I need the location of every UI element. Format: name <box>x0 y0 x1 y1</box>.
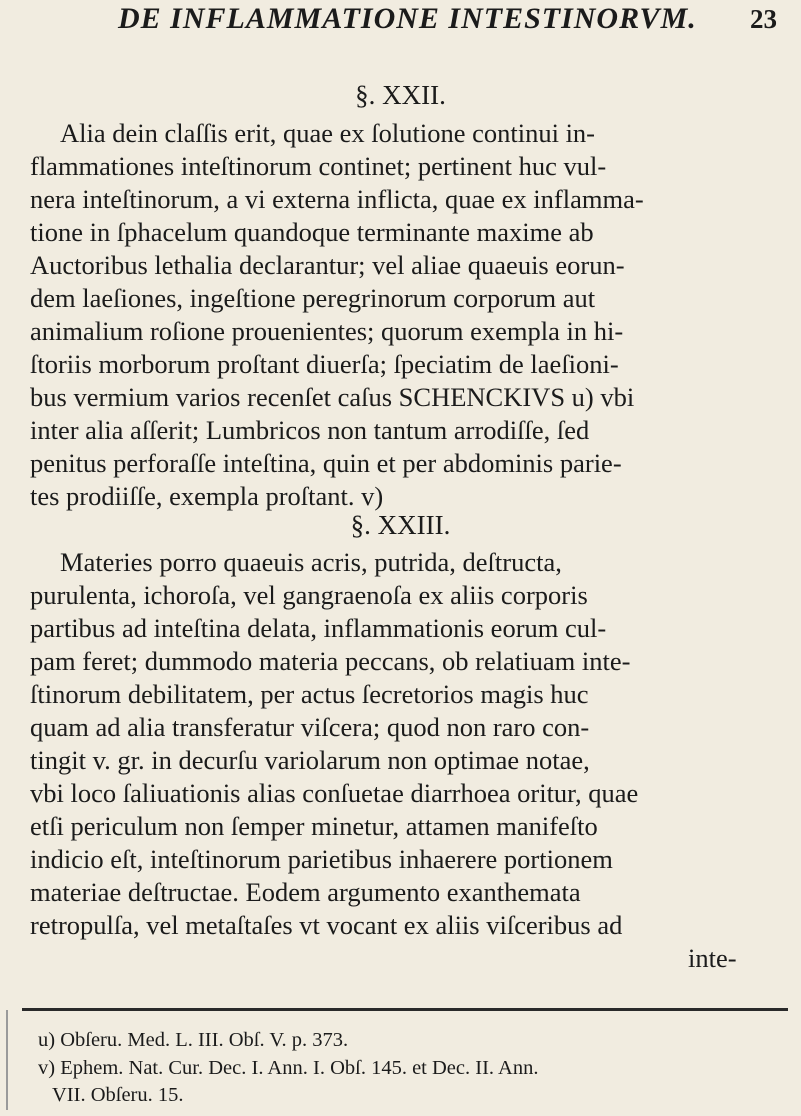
text-line: animalium roſione prouenientes; quorum exempla in hi- <box>30 316 624 346</box>
text-line: partibus ad inteſtina delata, inflammationis eorum cul- <box>30 613 607 643</box>
text-line: ſtoriis morborum proſtant diuerſa; ſpeciatim de laeſioni- <box>30 349 619 379</box>
footnote-v-continued: VII. Obſeru. 15. <box>52 1084 184 1106</box>
section-23-heading: §. XXIII. <box>350 510 451 540</box>
text-line: Alia dein claſſis erit, quae ex ſolutione continui in- <box>60 118 596 148</box>
page-number: 23 <box>750 4 777 34</box>
text-line: Materies porro quaeuis acris, putrida, deſtructa, <box>60 547 562 577</box>
text-line: penitus perforaſſe inteſtina, quin et per abdominis parie- <box>30 448 622 478</box>
text-line: nera inteſtinorum, a vi externa inflicta, quae ex inflamma- <box>30 184 644 214</box>
text-line: pam feret; dummodo materia peccans, ob relatiuam inte- <box>30 646 631 676</box>
text-line: bus vermium varios recenſet caſus SCHENCKIVS u) vbi <box>30 382 635 412</box>
text-line: retropulſa, vel metaſtaſes vt vocant ex aliis viſceribus ad <box>30 910 623 940</box>
text-line: Auctoribus lethalia declarantur; vel aliae quaeuis eorun- <box>30 250 625 280</box>
text-line: tes prodiiſſe, exempla proſtant. v) <box>30 481 384 511</box>
text-line: materiae deſtructae. Eodem argumento exanthemata <box>30 877 581 907</box>
running-head: DE INFLAMMATIONE INTESTINORVM. <box>118 2 697 35</box>
footnote-u: u) Obſeru. Med. L. III. Obſ. V. p. 373. <box>38 1029 349 1051</box>
text-line: inter alia aſſerit; Lumbricos non tantum arrodiſſe, ſed <box>30 415 590 445</box>
text-line: etſi periculum non ſemper minetur, attamen manifeſto <box>30 811 598 841</box>
text-line: ſtinorum debilitatem, per actus ſecretorios magis huc <box>30 679 589 709</box>
page-edge-mark <box>6 1010 8 1110</box>
footnote-rule <box>22 1008 788 1011</box>
text-line: tingit v. gr. in decurſu variolarum non optimae notae, <box>30 745 590 775</box>
text-line: vbi loco ſaliuationis alias conſuetae diarrhoea oritur, quae <box>30 778 639 808</box>
section-22-heading: §. XXII. <box>355 80 446 110</box>
text-line: tione in ſphacelum quandoque terminante maxime ab <box>30 217 594 247</box>
text-line: quam ad alia transferatur viſcera; quod non raro con- <box>30 712 590 742</box>
text-line: purulenta, ichoroſa, vel gangraenoſa ex aliis corporis <box>30 580 588 610</box>
footnote-v: v) Ephem. Nat. Cur. Dec. I. Ann. I. Obſ. 145. et Dec. II. Ann. <box>38 1057 539 1079</box>
catchword: inte- <box>688 943 737 973</box>
text-line: indicio eſt, inteſtinorum parietibus inhaerere portionem <box>30 844 613 874</box>
text-line: dem laeſiones, ingeſtione peregrinorum corporum aut <box>30 283 596 313</box>
text-line: flammationes inteſtinorum continet; pertinent huc vul- <box>30 151 607 181</box>
